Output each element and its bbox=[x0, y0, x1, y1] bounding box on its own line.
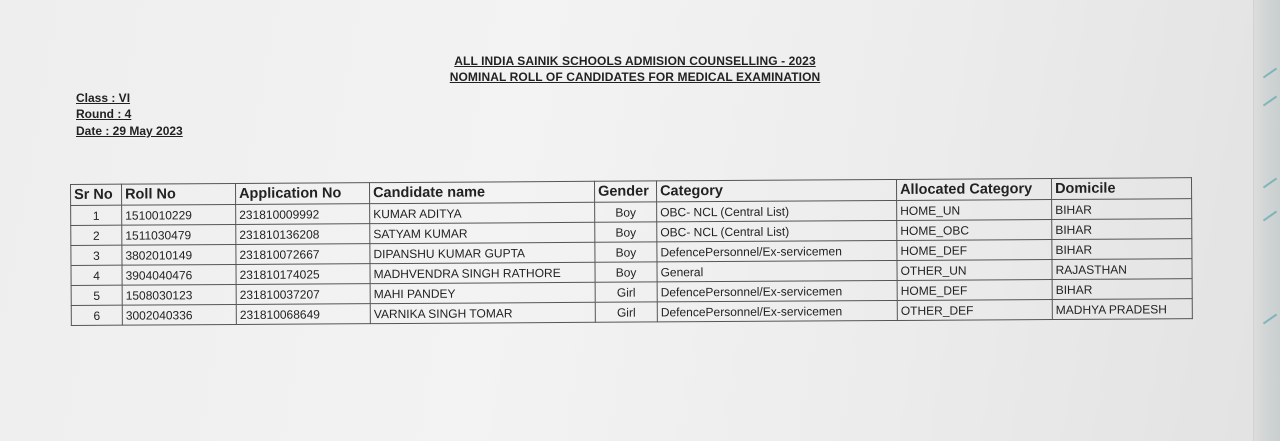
cell-application: 231810174025 bbox=[236, 264, 370, 285]
col-roll-no: Roll No bbox=[122, 183, 236, 205]
cell-gender: Boy bbox=[595, 242, 657, 262]
col-domicile: Domicile bbox=[1051, 178, 1191, 200]
candidates-table bbox=[70, 177, 1193, 326]
cell-domicile: BIHAR bbox=[1052, 219, 1192, 240]
cell-allocated: OTHER_UN bbox=[897, 260, 1052, 281]
cell-gender: Girl bbox=[595, 302, 657, 322]
cell-name: KUMAR ADITYA bbox=[370, 202, 595, 223]
edge-mark bbox=[1263, 178, 1277, 189]
cell-sr: 6 bbox=[71, 305, 122, 325]
cell-name: VARNIKA SINGH TOMAR bbox=[370, 302, 595, 323]
edge-mark bbox=[1263, 314, 1277, 325]
cell-roll: 3002040336 bbox=[122, 304, 236, 325]
cell-application: 231810037207 bbox=[236, 284, 370, 305]
edge-mark bbox=[1263, 96, 1277, 107]
cell-name: MAHI PANDEY bbox=[370, 282, 595, 303]
cell-domicile: BIHAR bbox=[1052, 279, 1192, 300]
col-allocated-category: Allocated Category bbox=[896, 179, 1051, 201]
document-title: ALL INDIA SAINIK SCHOOLS ADMISION COUNSELLING - 2023 bbox=[454, 54, 816, 68]
edge-mark bbox=[1263, 211, 1277, 222]
cell-allocated: HOME_DEF bbox=[897, 280, 1052, 301]
cell-application: 231810068649 bbox=[236, 304, 370, 325]
cell-domicile: MADHYA PRADESH bbox=[1052, 299, 1192, 320]
cell-domicile: BIHAR bbox=[1052, 239, 1192, 260]
cell-gender: Boy bbox=[595, 262, 657, 282]
cell-application: 231810072667 bbox=[236, 244, 370, 265]
cell-application: 231810136208 bbox=[236, 224, 370, 245]
cell-sr: 4 bbox=[71, 265, 122, 285]
cell-allocated: OTHER_DEF bbox=[897, 300, 1052, 321]
class-label: Class : VI bbox=[76, 91, 131, 105]
cell-roll: 1510010229 bbox=[122, 204, 236, 225]
cell-category: General bbox=[657, 260, 897, 281]
cell-roll: 1508030123 bbox=[122, 284, 236, 305]
cell-allocated: HOME_UN bbox=[897, 200, 1052, 221]
col-candidate-name: Candidate name bbox=[369, 181, 594, 203]
col-application-no: Application No bbox=[235, 183, 369, 205]
cell-name: DIPANSHU KUMAR GUPTA bbox=[370, 242, 595, 263]
col-category: Category bbox=[656, 179, 896, 201]
cell-category: OBC- NCL (Central List) bbox=[657, 200, 897, 221]
cell-roll: 3904040476 bbox=[122, 264, 236, 285]
cell-roll: 3802010149 bbox=[122, 244, 236, 265]
cell-name: SATYAM KUMAR bbox=[370, 222, 595, 243]
cell-sr: 2 bbox=[71, 225, 122, 245]
col-sr-no: Sr No bbox=[71, 184, 122, 205]
cell-sr: 5 bbox=[71, 285, 122, 305]
cell-category: DefencePersonnel/Ex-servicemen bbox=[657, 280, 897, 301]
cell-category: DefencePersonnel/Ex-servicemen bbox=[657, 300, 897, 321]
cell-gender: Boy bbox=[595, 222, 657, 242]
cell-category: OBC- NCL (Central List) bbox=[657, 220, 897, 241]
cell-roll: 1511030479 bbox=[122, 224, 236, 245]
cell-gender: Girl bbox=[595, 282, 657, 302]
cell-sr: 3 bbox=[71, 245, 122, 265]
cell-gender: Boy bbox=[595, 202, 657, 222]
cell-allocated: HOME_OBC bbox=[897, 220, 1052, 241]
date-label: Date : 29 May 2023 bbox=[76, 124, 183, 138]
col-gender: Gender bbox=[594, 181, 656, 202]
cell-domicile: RAJASTHAN bbox=[1052, 259, 1192, 280]
cell-application: 231810009992 bbox=[236, 204, 370, 225]
cell-category: DefencePersonnel/Ex-servicemen bbox=[657, 240, 897, 261]
cell-allocated: HOME_DEF bbox=[897, 240, 1052, 261]
round-label: Round : 4 bbox=[76, 107, 132, 121]
cell-name: MADHVENDRA SINGH RATHORE bbox=[370, 262, 595, 283]
cell-domicile: BIHAR bbox=[1052, 199, 1192, 220]
document-subtitle: NOMINAL ROLL OF CANDIDATES FOR MEDICAL EXAMINATION bbox=[449, 70, 821, 84]
cell-sr: 1 bbox=[71, 205, 122, 225]
